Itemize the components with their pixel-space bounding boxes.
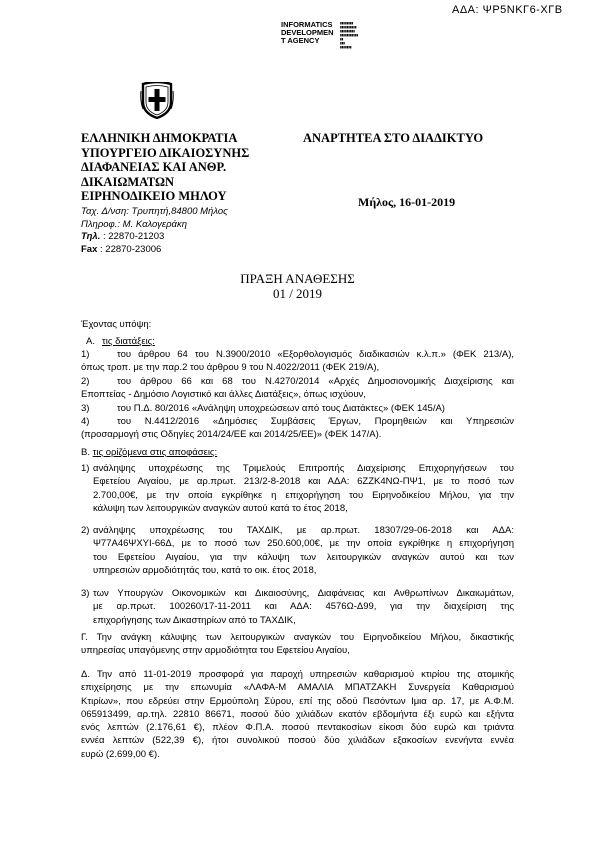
section-d-paragraph: Δ. Την από 11-01-2019 προσφορά για παροχή υπηρεσιών καθαρισμού κτιρίου της ατομικής επιχείρησης με την επωνυμία «ΛΑΦΑ-Μ ΑΜΑΛΙΑ ΜΠΑΤΖΑΚΗ Συνεργεία Καθαρισμού Κτιρίων», που εδρεύει στην Ερμούπολη Σύρου, επί της οδού Πεσόντων Ιμια αρ. 17, με Α.Φ.Μ. 065913499, αρ.τηλ. 22810 86671, ποσού δύο χιλιάδων εκατόν εβδομήντα έξι ευρώ και εξήντα ενός λεπτών (2.176,61 €), πλέον Φ.Π.Α. ποσού πεντακοσίων είκοσι δύο ευρώ και τριάντα εννέα λεπτών (522,39 €), ήτοι συνολικού ποσού δύο χιλιάδων εξακοσίων ενενήντα εννέα ευρώ (2.699,00 €).: [81, 669, 514, 760]
list-item: 1) του άρθρου 64 του Ν.3900/2010 «Εξορθολογισμός διαδικασιών κ.λ.π.» (ΦΕΚ 213/Α),: [81, 349, 514, 360]
list-item: 2) ανάληψης υποχρέωσης του ΤΑΧΔΙΚ, με αρ.πρωτ. 18307/29-06-2018 και ΑΔΑ: Ψ77Α46ΨΧΥΙ-66Δ, με το ποσό των 250.600,00€, με την οποία εγκρίθηκε η επιχορήγηση του Εφετείου Αιγαίου, για την κάλυψη των λειτουργικών αναγκών αυτού και των υπηρεσιών αρμοδιότητάς του, κατά το οικ. έτος 2018,: [81, 525, 514, 576]
diavgeia-logo-line: INFORMATICS: [281, 20, 333, 29]
list-item: 3) του Π.Δ. 80/2016 «Ανάληψη υποχρεώσεων από τους Διατάκτες» (ΦΕΚ 145/Α): [81, 403, 445, 414]
list-item: 2) του άρθρου 66 και 68 του Ν.4270/2014 «Αρχές Δημοσιονομικής Διαχείρισης και: [81, 376, 514, 387]
phone-label: Τηλ.: [81, 231, 101, 242]
diavgeia-logo-line: DEVELOPMEN: [281, 28, 334, 37]
list-item-continuation: (προσαρμογή στις Οδηγίες 2014/24/ΕΕ και 2014/25/ΕΕ)» (ΦΕΚ 147/Α).: [81, 429, 382, 440]
fax-number: : 22870-23006: [100, 243, 162, 255]
title-number: 01 / 2019: [272, 286, 323, 301]
diavgeia-logo-line: T AGENCY: [281, 36, 320, 45]
posted-online-notice: ΑΝΑΡΤΗΤΕΑ ΣΤΟ ΔΙΑΔΙΚΤΥΟ: [303, 131, 484, 145]
section-b-label: Β.: [81, 447, 90, 458]
diavgeia-small-text: ▮▮▮▮▮▮▮▮ ▮▮▮▮▮▮▮▮▮▮ ▮▮▮▮▮▮▮▮▮ ▮▮▮▮▮▮▮▮▮▮▮ ▮▮ ▮▮▮ ▮▮▮▮▮▮▮: [340, 21, 359, 49]
postal-address: Ταχ. Δ/νση: Τρυπητή,84800 Μήλος: [81, 206, 228, 217]
contact-person: Πληροφ.: Μ. Καλογεράκη: [81, 218, 187, 230]
list-item-continuation: όπως τροπ. με την παρ.2 του άρθρου 9 του Ν.4022/2011 (ΦΕΚ 219/Α),: [81, 362, 380, 373]
authority-line: ΕΙΡΗΝΟΔΙΚΕΙΟ ΜΗΛΟΥ: [81, 189, 227, 203]
section-a-title: τις διατάξεις:: [102, 336, 155, 347]
authority-line: ΔΙΑΦΑΝΕΙΑΣ ΚΑΙ ΑΝΘΡ.: [81, 160, 227, 174]
list-item: 4) του Ν.4412/2016 «Δημόσιες Συμβάσεις Έργων, Προμηθειών και Υπηρεσιών: [81, 416, 514, 427]
intro-text: Έχοντας υπόψη:: [81, 319, 152, 330]
fax-label: Fax: [81, 243, 98, 255]
section-b-heading: [81, 446, 514, 459]
list-item: 3) των Υπουργών Οικονομικών και Δικαιοσύνης, Διαφάνειας και Ανθρωπίνων Δικαιωμάτων, με αρ.πρωτ. 100260/17-11-2011 και ΑΔΑ: 4576Ω-Δ99, για την διαχείριση της επιχορήγησης των Δικαστηρίων από το ΤΑΧΔΙΚ,: [81, 588, 514, 626]
list-item-continuation: Εποπτείας - Δημόσιο Λογιστικό και άλλες Διατάξεις», όπως ισχύουν,: [81, 389, 366, 400]
authority-line: ΥΠΟΥΡΓΕΙΟ ΔΙΚΑΙΟΣΥΝΗΣ: [81, 145, 250, 160]
section-g-paragraph: Γ. Την ανάγκη κάλυψης των λειτουργικών αναγκών του Ειρηνοδικείου Μήλου, δικαστικής υπηρεσίας υπαγόμενης στην αρμοδιότητα του Εφετείου Αιγαίου,: [81, 632, 514, 657]
ada-code: ΑΔΑ: ΨΡ5ΝΚΓ6-ΧΓΒ: [452, 4, 563, 16]
phone-number: : 22870-21203: [103, 231, 165, 242]
title-line: ΠΡΑΞΗ ΑΝΑΘΕΣΗΣ: [240, 271, 355, 286]
authority-line: ΕΛΛΗΝΙΚΗ ΔΗΜΟΚΡΑΤΙΑ: [81, 131, 238, 145]
list-item: 1) ανάληψης υποχρέωσης της Τριμελούς Επιτροπής Διαχείρισης Επιχορηγήσεων του Εφετείου Αιγαίου, με αρ.πρωτ. 213/2-8-2018 και ΑΔΑ: 6ΖΖΚ4ΝΩ-ΠΨ1, με το ποσό των 2.700,00€, με την οποία εγκρίθηκε η επιχορήγηση του Ειρηνοδικείου Μήλου, για την κάλυψη των λειτουργικών αναγκών αυτού κατά το έτος 2018,: [81, 463, 514, 514]
document-date: Μήλος, 16-01-2019: [358, 195, 456, 209]
document-body: [81, 0, 514, 842]
section-a-label: Α.: [86, 336, 95, 347]
section-b-title: τις ορίζόμενα στις αποφάσεις:: [92, 447, 218, 458]
authority-line: ΔΙΚΑΙΩΜΑΤΩΝ: [81, 174, 175, 189]
